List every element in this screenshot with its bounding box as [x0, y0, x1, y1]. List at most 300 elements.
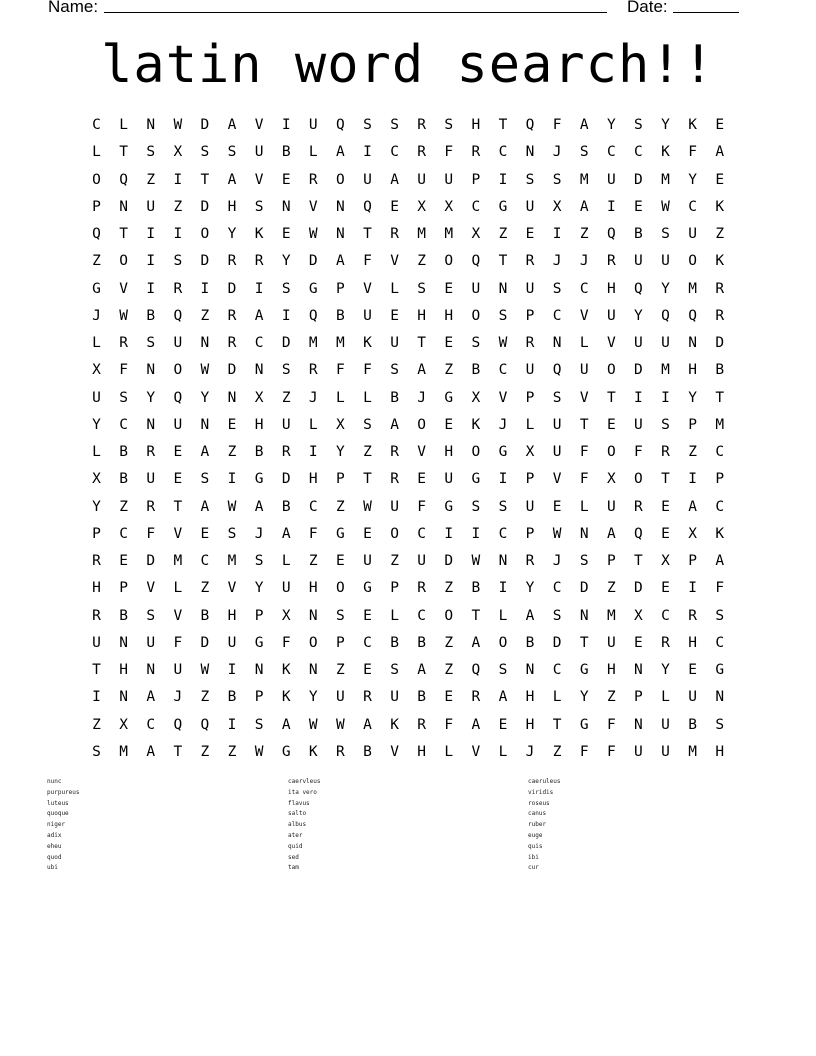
grid-letter: C [363, 634, 372, 651]
grid-row [83, 250, 733, 277]
grid-letter: Z [552, 743, 562, 760]
grid-letter: A [498, 689, 508, 706]
grid-letter: W [308, 716, 318, 733]
grid-letter: V [254, 117, 264, 133]
grid-letter: U [634, 743, 643, 760]
grid-letter: C [498, 144, 508, 161]
grid-letter: N [498, 280, 508, 297]
grid-letter: V [363, 280, 372, 297]
grid-letter: G [363, 580, 372, 597]
grid-letter: S [444, 117, 454, 133]
grid-letter: Y [146, 389, 156, 406]
grid-letter: D [444, 553, 454, 569]
grid-letter: M [606, 607, 616, 624]
grid-letter: D [200, 198, 210, 215]
grid-letter: L [552, 689, 562, 706]
grid-letter: L [363, 389, 372, 406]
grid-letter: T [715, 389, 725, 406]
grid-letter: K [281, 689, 291, 706]
grid-letter: L [661, 689, 670, 706]
grid-row [83, 196, 733, 223]
grid-row [83, 632, 733, 659]
grid-letter: I [498, 171, 508, 188]
grid-letter: H [525, 716, 535, 733]
grid-letter: J [552, 144, 562, 161]
grid-letter: U [444, 171, 454, 188]
grid-letter: R [390, 444, 399, 460]
grid-letter: B [634, 226, 643, 242]
grid-letter: K [471, 416, 481, 433]
grid-letter: S [146, 335, 156, 351]
word-item: niger [47, 821, 66, 829]
grid-letter: U [688, 226, 697, 242]
grid-letter: A [579, 117, 589, 133]
grid-letter: F [336, 362, 345, 379]
grid-letter: S [281, 280, 291, 297]
grid-letter: U [281, 416, 291, 433]
grid-letter: T [634, 553, 643, 569]
grid-letter: E [227, 416, 237, 433]
grid-letter: D [227, 362, 237, 379]
grid-letter: H [688, 634, 697, 651]
grid-letter: D [552, 634, 562, 651]
grid-letter: M [119, 743, 128, 760]
grid-letter: V [417, 444, 427, 460]
grid-letter: U [146, 471, 156, 488]
grid-letter: S [552, 171, 562, 188]
grid-letter: U [525, 280, 535, 297]
grid-letter: E [173, 444, 183, 460]
grid-letter: Y [661, 117, 670, 133]
grid-letter: A [715, 553, 725, 569]
word-item: luteus [47, 799, 69, 807]
grid-letter: L [525, 416, 535, 433]
grid-letter: S [471, 498, 481, 515]
grid-letter: H [606, 280, 616, 297]
grid-letter: S [579, 553, 589, 569]
grid-letter: L [336, 389, 345, 406]
grid-letter: E [390, 307, 399, 324]
grid-letter: Q [471, 662, 481, 678]
grid-row [83, 741, 733, 768]
grid-letter: V [606, 335, 616, 351]
grid-letter: G [579, 662, 589, 678]
grid-letter: L [308, 416, 318, 433]
grid-letter: O [200, 226, 210, 242]
grid-letter: C [498, 525, 508, 542]
word-item: caeruleus [528, 778, 561, 785]
grid-letter: M [715, 416, 725, 433]
grid-row [83, 359, 733, 386]
grid-letter: F [363, 362, 372, 379]
grid-letter: V [173, 525, 183, 542]
grid-letter: E [444, 689, 454, 706]
grid-letter: I [227, 471, 237, 488]
grid-letter: T [92, 662, 101, 678]
grid-letter: S [200, 144, 210, 161]
grid-letter: P [254, 689, 264, 706]
grid-letter: N [336, 226, 345, 242]
grid-letter: P [606, 553, 616, 569]
grid-letter: N [254, 362, 264, 379]
grid-letter: Q [336, 117, 345, 133]
grid-letter: A [200, 498, 210, 515]
grid-letter: H [471, 117, 481, 133]
grid-letter: Z [336, 498, 345, 515]
grid-letter: T [579, 416, 589, 433]
grid-letter: R [336, 743, 345, 760]
grid-letter: D [200, 117, 210, 133]
grid-letter: S [715, 716, 725, 733]
grid-letter: W [661, 198, 670, 215]
grid-letter: A [200, 444, 210, 460]
word-item: salto [288, 810, 307, 818]
grid-letter: N [146, 662, 156, 678]
grid-letter: Q [308, 307, 318, 324]
grid-letter: R [715, 307, 725, 324]
grid-letter: R [390, 471, 399, 488]
grid-letter: U [661, 253, 670, 270]
grid-letter: N [254, 662, 264, 678]
grid-letter: O [471, 444, 481, 460]
grid-letter: L [579, 335, 589, 351]
grid-letter: Z [200, 743, 210, 760]
grid-letter: X [444, 198, 454, 215]
grid-letter: N [119, 634, 128, 651]
grid-letter: P [92, 525, 101, 542]
grid-letter: A [606, 525, 616, 542]
grid-letter: N [498, 553, 508, 569]
word-item: sed [288, 853, 299, 861]
word-item: ibi [528, 853, 539, 861]
grid-row [83, 686, 733, 713]
grid-letter: U [634, 416, 643, 433]
grid-letter: A [336, 253, 345, 270]
grid-letter: P [119, 580, 128, 597]
grid-letter: Z [417, 253, 427, 270]
grid-letter: O [336, 580, 345, 597]
grid-letter: C [552, 580, 562, 597]
grid-letter: S [552, 607, 562, 624]
grid-letter: I [498, 580, 508, 597]
grid-letter: K [715, 253, 725, 270]
grid-letter: Z [227, 444, 237, 460]
grid-letter: Y [336, 444, 345, 460]
grid-letter: F [552, 117, 562, 133]
grid-letter: O [417, 416, 427, 433]
grid-letter: B [336, 307, 345, 324]
grid-letter: J [308, 389, 318, 406]
grid-letter: D [227, 280, 237, 297]
grid-letter: H [417, 743, 427, 760]
word-item: albus [288, 821, 307, 829]
grid-letter: U [661, 743, 670, 760]
grid-letter: Z [119, 498, 128, 515]
grid-letter: W [200, 662, 210, 678]
grid-letter: L [173, 580, 183, 597]
grid-letter: E [444, 416, 454, 433]
grid-letter: E [606, 416, 616, 433]
grid-letter: V [471, 743, 481, 760]
grid-letter: S [119, 389, 128, 406]
grid-letter: H [308, 471, 318, 488]
grid-letter: Y [525, 580, 535, 597]
grid-letter: S [200, 471, 210, 488]
grid-letter: Q [92, 226, 101, 242]
grid-letter: O [688, 253, 697, 270]
grid-letter: F [579, 743, 589, 760]
grid-letter: J [552, 253, 562, 270]
grid-letter: W [119, 307, 128, 324]
grid-letter: M [336, 335, 345, 351]
grid-letter: S [498, 662, 508, 678]
word-item: cur [528, 864, 539, 872]
word-item: roseus [528, 799, 550, 807]
grid-letter: F [579, 471, 589, 488]
grid-letter: A [146, 689, 156, 706]
word-column [288, 777, 321, 874]
grid-letter: C [390, 144, 399, 161]
grid-letter: E [417, 471, 427, 488]
grid-letter: Z [444, 662, 454, 678]
grid-letter: M [688, 743, 697, 760]
grid-letter: R [688, 607, 697, 624]
grid-letter: N [634, 716, 643, 733]
grid-letter: U [552, 444, 562, 460]
grid-letter: Z [444, 634, 454, 651]
grid-letter: R [308, 362, 318, 379]
grid-letter: F [688, 144, 697, 161]
grid-letter: I [688, 471, 697, 488]
grid-letter: D [579, 580, 589, 597]
grid-letter: M [308, 335, 318, 351]
grid-letter: L [444, 743, 454, 760]
word-item: quod [47, 853, 62, 861]
grid-letter: F [444, 716, 454, 733]
name-label: Name: [48, 0, 99, 16]
grid-letter: B [390, 634, 399, 651]
grid-letter: C [471, 198, 481, 215]
grid-letter: C [552, 662, 562, 678]
grid-letter: R [227, 307, 237, 324]
grid-letter: H [92, 580, 101, 597]
grid-letter: Y [281, 253, 291, 270]
grid-letter: S [92, 743, 101, 760]
grid-letter: Z [606, 580, 616, 597]
grid-letter: C [417, 607, 427, 624]
grid-letter: W [552, 525, 562, 542]
grid-letter: E [200, 525, 210, 542]
grid-letter: C [308, 498, 318, 515]
grid-letter: N [146, 117, 156, 133]
grid-letter: F [363, 253, 372, 270]
grid-letter: M [661, 362, 670, 379]
grid-letter: V [390, 743, 399, 760]
grid-letter: V [254, 171, 264, 188]
grid-letter: X [417, 198, 427, 215]
grid-letter: Q [200, 716, 210, 733]
grid-letter: Z [200, 689, 210, 706]
grid-letter: S [552, 280, 562, 297]
grid-letter: M [227, 553, 237, 569]
grid-letter: Z [92, 253, 101, 270]
grid-letter: H [227, 198, 237, 215]
grid-letter: U [688, 689, 697, 706]
grid-letter: I [227, 662, 237, 678]
grid-letter: R [471, 689, 481, 706]
name-field-line[interactable] [104, 12, 607, 13]
grid-letter: S [390, 662, 399, 678]
grid-letter: V [119, 280, 128, 297]
grid-letter: A [715, 144, 725, 161]
grid-letter: E [444, 335, 454, 351]
grid-letter: B [254, 444, 264, 460]
grid-letter: W [308, 226, 318, 242]
grid-letter: W [227, 498, 237, 515]
grid-letter: U [390, 498, 399, 515]
grid-letter: S [525, 171, 535, 188]
grid-letter: T [579, 634, 589, 651]
grid-letter: M [444, 226, 454, 242]
word-item: ita vero [288, 788, 317, 796]
grid-letter: E [390, 198, 399, 215]
grid-letter: Z [579, 226, 589, 242]
grid-letter: G [281, 743, 291, 760]
grid-letter: A [227, 117, 237, 133]
grid-letter: V [146, 580, 156, 597]
grid-letter: C [552, 307, 562, 324]
grid-letter: P [390, 580, 399, 597]
grid-letter: B [119, 471, 128, 488]
grid-letter: H [417, 307, 427, 324]
grid-letter: B [281, 498, 291, 515]
grid-letter: Q [173, 716, 183, 733]
grid-letter: M [688, 280, 697, 297]
grid-letter: W [498, 335, 508, 351]
grid-letter: T [173, 498, 183, 515]
grid-letter: J [552, 553, 562, 569]
grid-letter: V [552, 471, 562, 488]
grid-letter: S [552, 389, 562, 406]
date-field-line[interactable] [673, 12, 739, 13]
grid-letter: B [200, 607, 210, 624]
grid-letter: V [173, 607, 183, 624]
word-column [528, 777, 561, 874]
grid-letter: Z [281, 389, 291, 406]
grid-letter: X [471, 226, 481, 242]
grid-letter: F [119, 362, 128, 379]
grid-letter: I [444, 525, 454, 542]
grid-letter: E [715, 117, 725, 133]
grid-letter: R [525, 253, 535, 270]
grid-letter: R [173, 280, 183, 297]
grid-row [83, 223, 733, 250]
grid-letter: E [661, 580, 670, 597]
grid-letter: R [606, 253, 616, 270]
grid-letter: K [308, 743, 318, 760]
grid-letter: I [281, 117, 291, 133]
grid-letter: D [146, 553, 156, 569]
grid-letter: G [498, 444, 508, 460]
grid-letter: R [254, 253, 264, 270]
grid-row [83, 659, 733, 686]
grid-letter: Q [173, 307, 183, 324]
grid-letter: D [281, 335, 291, 351]
grid-letter: B [390, 389, 399, 406]
header [48, 0, 748, 19]
grid-letter: R [119, 335, 128, 351]
grid-letter: I [634, 389, 643, 406]
grid-letter: Z [227, 743, 237, 760]
grid-letter: Y [661, 662, 670, 678]
grid-letter: G [336, 525, 345, 542]
grid-letter: K [281, 662, 291, 678]
grid-letter: U [363, 171, 372, 188]
grid-letter: D [634, 580, 643, 597]
grid-letter: A [525, 607, 535, 624]
grid-letter: U [525, 498, 535, 515]
grid-letter: R [281, 444, 291, 460]
grid-letter: D [308, 253, 318, 270]
grid-letter: Z [444, 580, 454, 597]
grid-letter: U [661, 716, 670, 733]
grid-letter: B [119, 444, 128, 460]
grid-row [83, 550, 733, 577]
grid-letter: R [471, 144, 481, 161]
grid-letter: I [173, 226, 183, 242]
grid-letter: X [634, 607, 643, 624]
grid-letter: X [119, 716, 128, 733]
grid-letter: W [200, 362, 210, 379]
grid-letter: S [227, 144, 237, 161]
grid-letter: S [281, 362, 291, 379]
grid-letter: Z [200, 580, 210, 597]
grid-letter: G [498, 198, 508, 215]
grid-letter: Y [92, 416, 101, 433]
grid-letter: E [634, 198, 643, 215]
grid-letter: G [308, 280, 318, 297]
grid-letter: P [336, 471, 345, 488]
grid-letter: L [92, 335, 101, 351]
grid-letter: A [390, 171, 399, 188]
grid-letter: U [363, 307, 372, 324]
grid-letter: V [579, 389, 589, 406]
grid-row [83, 496, 733, 523]
grid-letter: T [498, 253, 508, 270]
grid-letter: Z [444, 362, 454, 379]
grid-row [83, 523, 733, 550]
grid-letter: R [634, 498, 643, 515]
grid-letter: V [308, 198, 318, 215]
grid-letter: E [444, 280, 454, 297]
grid-letter: U [173, 335, 183, 351]
grid-letter: O [444, 253, 454, 270]
grid-letter: I [227, 716, 237, 733]
grid-letter: U [606, 171, 616, 188]
grid-letter: L [92, 144, 101, 161]
grid-letter: G [444, 389, 454, 406]
grid-letter: R [417, 580, 427, 597]
grid-row [83, 577, 733, 604]
grid-letter: Q [688, 307, 697, 324]
grid-letter: I [281, 307, 291, 324]
grid-letter: Q [471, 253, 481, 270]
grid-letter: Q [661, 307, 670, 324]
grid-letter: R [661, 444, 670, 460]
grid-letter: U [146, 634, 156, 651]
grid-letter: C [579, 280, 589, 297]
grid-letter: G [254, 634, 264, 651]
